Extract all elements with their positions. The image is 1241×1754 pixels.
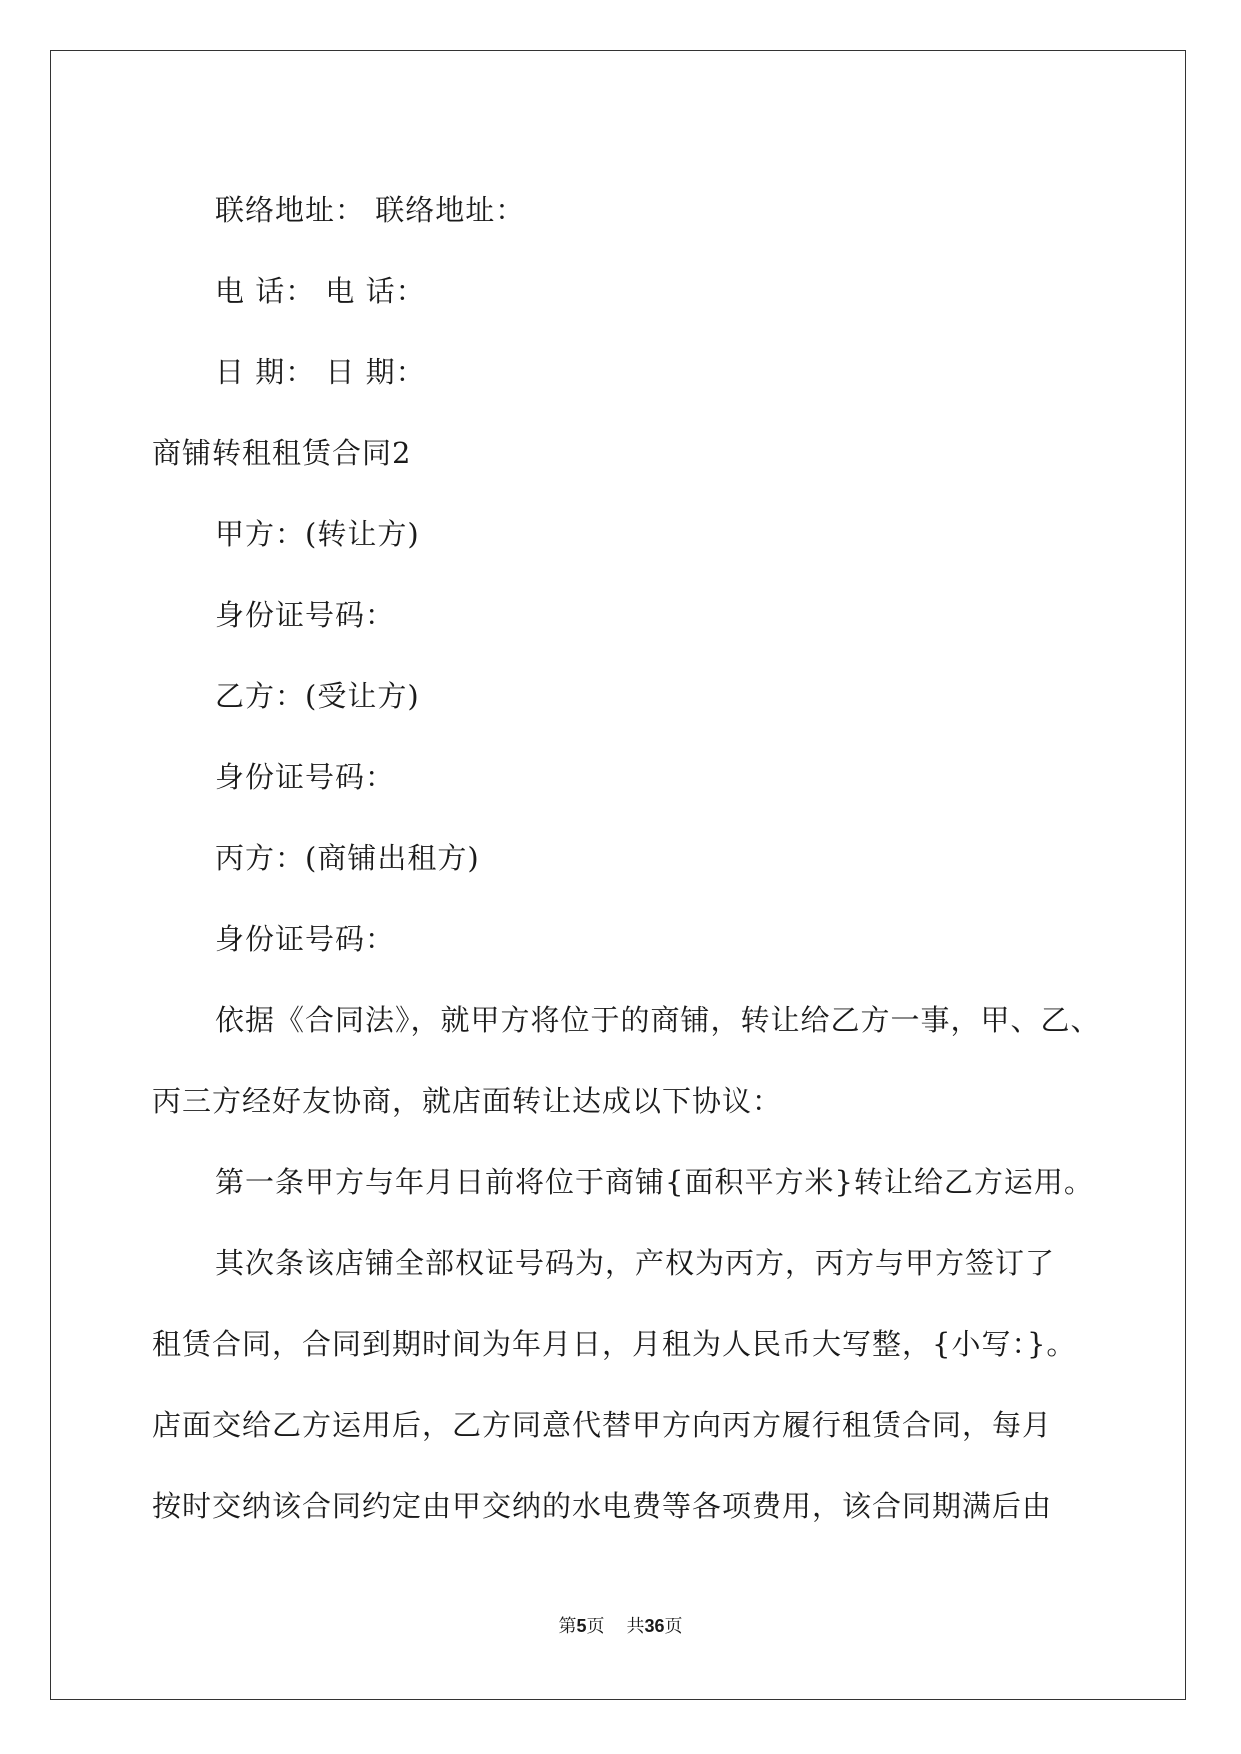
text-line: 乙方：(受让方) bbox=[215, 679, 420, 713]
text-line: 按时交纳该合同约定由甲交纳的水电费等各项费用，该合同期满后由 bbox=[152, 1489, 1053, 1523]
current-page-number: 5 bbox=[576, 1616, 587, 1636]
text-line: 其次条该店铺全部权证号码为，产权为丙方，丙方与甲方签订了 bbox=[215, 1246, 1056, 1280]
text-line: 租赁合同，合同到期时间为年月日，月租为人民币大写整，{小写：}。 bbox=[152, 1327, 1077, 1361]
text-line: 日 期： 日 期： bbox=[215, 355, 426, 389]
text-line: 第一条甲方与年月日前将位于商铺{面积平方米}转让给乙方运用。 bbox=[215, 1165, 1094, 1199]
text-line: 商铺转租租赁合同2 bbox=[152, 436, 412, 470]
text-line: 身份证号码： bbox=[215, 598, 396, 632]
text-line: 身份证号码： bbox=[215, 760, 396, 794]
footer-page-suffix: 页 bbox=[586, 1616, 605, 1637]
text-line: 电 话： 电 话： bbox=[215, 274, 426, 308]
total-page-count: 36 bbox=[644, 1616, 665, 1636]
text-line: 店面交给乙方运用后，乙方同意代替甲方向丙方履行租赁合同，每月 bbox=[152, 1408, 1053, 1442]
text-line: 丙方：(商铺出租方) bbox=[215, 841, 480, 875]
text-line: 依据《合同法》，就甲方将位于的商铺，转让给乙方一事，甲、乙、 bbox=[215, 1003, 1101, 1037]
page-footer bbox=[0, 1612, 1241, 1638]
footer-total-prefix: 共 bbox=[626, 1616, 645, 1637]
footer-total-suffix: 页 bbox=[664, 1616, 683, 1637]
text-line: 联络地址： 联络地址： bbox=[215, 193, 526, 227]
text-line: 身份证号码： bbox=[215, 922, 396, 956]
text-line: 丙三方经好友协商，就店面转让达成以下协议： bbox=[152, 1084, 783, 1118]
text-line: 甲方：(转让方) bbox=[215, 517, 420, 551]
document-body bbox=[152, 170, 1101, 1547]
footer-prefix: 第 bbox=[558, 1616, 577, 1637]
